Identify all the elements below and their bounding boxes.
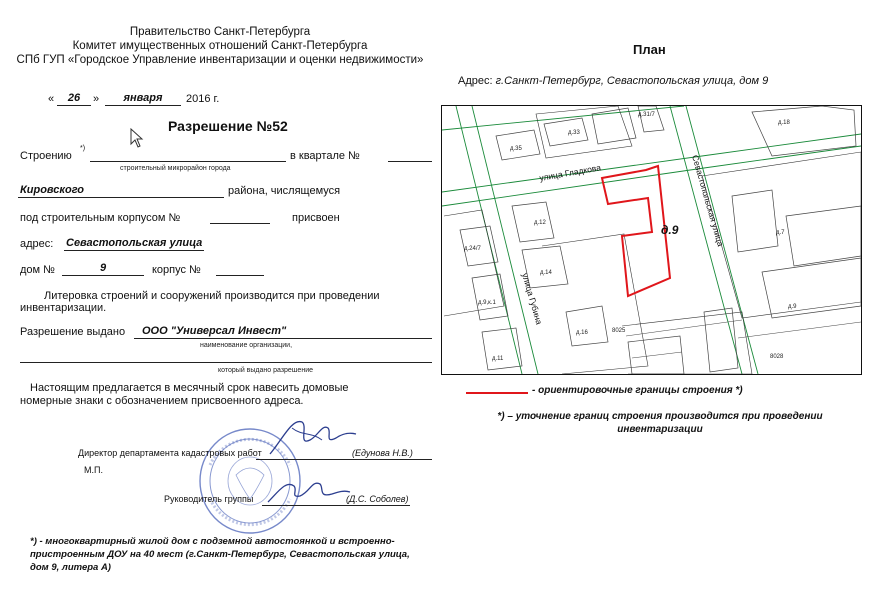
- street-label-gladkova: улица Гладкова: [538, 162, 602, 183]
- house-label-18: д.18: [778, 120, 790, 126]
- plan-title: План: [633, 42, 666, 57]
- site-plan-map: [441, 105, 862, 375]
- notice-line-1: Настоящим предлагается в месячный срок навесить домовые: [30, 382, 349, 394]
- date-year: 2016 г.: [186, 93, 220, 105]
- house-label: дом №: [20, 264, 55, 276]
- issued-sub: наименование организации,: [200, 342, 293, 349]
- block-outlines: [444, 106, 861, 374]
- parcel-label-8028: 8028: [770, 354, 784, 360]
- house-label-31-7: д.31/7: [638, 112, 655, 118]
- house-value: 9: [99, 262, 107, 274]
- group-name: (Д.С. Соболев): [346, 494, 409, 504]
- director-line: [256, 459, 432, 460]
- district-label: района, числящемуся: [228, 185, 341, 197]
- litera-text-2: инвентаризации.: [20, 302, 107, 314]
- address-label: адрес:: [20, 238, 54, 250]
- building-line: [90, 161, 286, 162]
- house-line: [62, 275, 144, 276]
- address-line: [64, 250, 204, 251]
- litera-text-1: Литеровка строений и сооружений производится при проведении: [44, 290, 380, 302]
- house-label-11: д.11: [492, 356, 504, 362]
- group-label: Руководитель группы: [164, 494, 254, 504]
- mp-label: М.П.: [84, 465, 103, 475]
- plan-note-1: *) – уточнение границ строения производится при проведении: [497, 411, 823, 422]
- legend-text: - ориентировочные границы строения *): [532, 385, 743, 396]
- house-label-16: д.16: [576, 330, 588, 336]
- district-value: Кировского: [20, 184, 85, 196]
- house-label-24-7: д.24/7: [464, 246, 481, 252]
- header-line-2: Комитет имущественных отношений Санкт-Петербурга: [72, 40, 368, 52]
- street-label-sevastopolskaya: Севастопольская улица: [690, 153, 726, 248]
- house-label-14: д.14: [540, 270, 552, 276]
- director-signature: [262, 410, 362, 460]
- mouse-cursor-icon: [130, 128, 144, 148]
- assigned-label: присвоен: [292, 212, 340, 224]
- street-lines: [442, 106, 861, 374]
- house-label-9: д.9: [788, 304, 797, 310]
- director-label: Директор департамента кадастровых работ: [78, 448, 262, 458]
- korpus-label: корпус №: [152, 264, 201, 276]
- date-month: января: [123, 92, 163, 104]
- street-label-gubina: улица Губина: [520, 271, 545, 326]
- notice-line-2: номерные знаки с обозначением присвоенного адреса.: [20, 395, 304, 407]
- legend-boundary-swatch: [466, 392, 528, 394]
- date-open-quote: «: [48, 93, 55, 105]
- footnote-line-2: пристроенным ДОУ на 40 мест (г.Санкт-Петербург, Севастопольская улица,: [30, 549, 410, 560]
- group-signature: [262, 470, 352, 510]
- permit-title: Разрешение №52: [168, 118, 288, 134]
- plan-address-label: Адрес:: [458, 75, 493, 87]
- quarter-label: в квартале №: [290, 150, 360, 162]
- house-label-35: д.35: [510, 146, 522, 152]
- issued-line: [134, 338, 432, 339]
- parcel-dividers: [626, 320, 861, 358]
- building-footnote-mark: *): [80, 145, 86, 152]
- date-month-line: [105, 105, 181, 106]
- issued-label: Разрешение выдано: [20, 326, 126, 338]
- corpus-label: под строительным корпусом №: [20, 212, 181, 224]
- director-name: (Едунова Н.В.): [352, 448, 413, 458]
- date-close-quote: »: [93, 93, 100, 105]
- plan-address: [458, 75, 768, 87]
- date-day: 26: [67, 92, 81, 104]
- header-line-3: СПб ГУП «Городское Управление инвентаризации и оценки недвижимости»: [16, 54, 424, 66]
- house-label-7: д.7: [776, 230, 785, 236]
- date-day-line: [57, 105, 91, 106]
- issued-value: ООО "Универсал Инвест": [142, 325, 287, 337]
- parcel-label-8025: 8025: [612, 328, 626, 334]
- footnote-line-1: *) - многоквартирный жилой дом с подземной автостоянкой и встроенно-: [30, 536, 395, 547]
- building-boundary: [602, 166, 670, 296]
- district-line: [18, 197, 224, 198]
- korpus-line: [216, 275, 264, 276]
- header-line-1: Правительство Санкт-Петербурга: [129, 26, 311, 38]
- quarter-line: [388, 161, 432, 162]
- house-label-33: д.33: [568, 130, 580, 136]
- footnote-line-3: дом 9, литера А): [30, 562, 111, 573]
- issuer-line: [20, 362, 432, 363]
- building-label: Строению: [20, 150, 72, 162]
- plan-building-label: д.9: [661, 223, 679, 237]
- group-line: [262, 505, 410, 506]
- issuer-sub: который выдано разрешение: [218, 367, 313, 374]
- plan-note-2: инвентаризации: [617, 424, 703, 435]
- house-label-12: д.12: [534, 220, 546, 226]
- house-label-9k1: д.9,к.1: [478, 300, 496, 306]
- address-value: Севастопольская улица: [66, 237, 203, 249]
- corpus-line: [210, 223, 270, 224]
- plan-address-value: г.Санкт-Петербург, Севастопольская улица, дом 9: [495, 75, 769, 87]
- building-sub: строительный микрорайон города: [120, 165, 231, 172]
